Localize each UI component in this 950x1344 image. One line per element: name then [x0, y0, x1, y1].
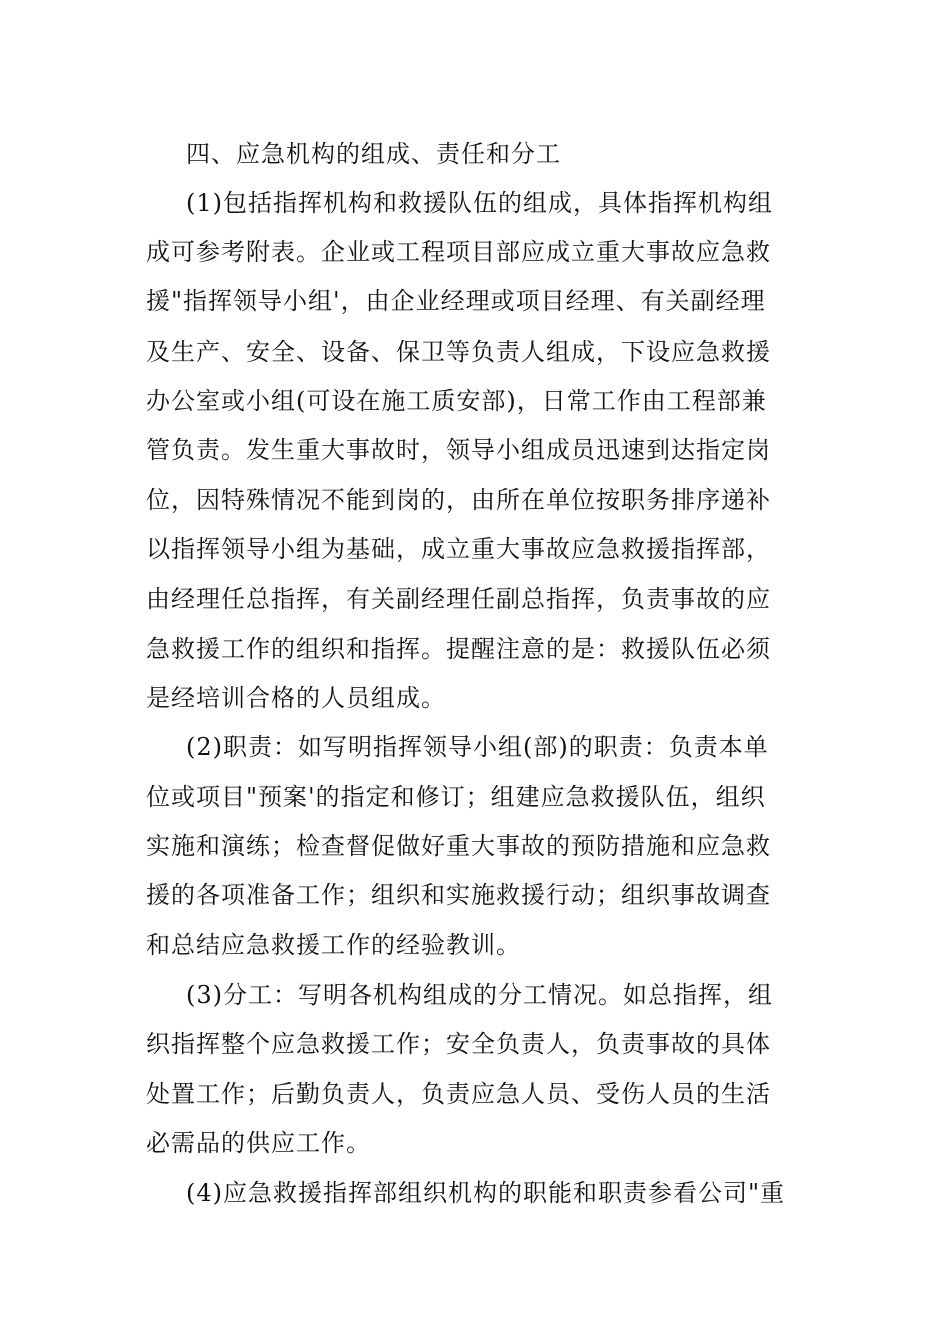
paragraph-line: 成可参考附表。企业或工程项目部应成立重大事故应急救 — [146, 238, 771, 266]
paragraph-line: 和总结应急救援工作的经验教训。 — [146, 931, 521, 959]
paragraph-line: 织指挥整个应急救援工作；安全负责人，负责事故的具体 — [146, 1030, 771, 1058]
paragraph-line: 援"指挥领导小组'，由企业经理或项目经理、有关副经理 — [146, 287, 766, 315]
paragraph-line: 位，因特殊情况不能到岗的，由所在单位按职务排序递补 — [146, 486, 771, 514]
paragraph-line: (4)应急救援指挥部组织机构的职能和职责参看公司"重 — [186, 1179, 786, 1207]
paragraph-line: 是经培训合格的人员组成。 — [146, 684, 446, 712]
paragraph-line: 处置工作；后勤负责人，负责应急人员、受伤人员的生活 — [146, 1080, 771, 1108]
paragraph-line: 实施和演练；检查督促做好重大事故的预防措施和应急救 — [146, 832, 771, 860]
paragraph-line: 必需品的供应工作。 — [146, 1129, 371, 1157]
section-heading: 四、应急机构的组成、责任和分工 — [186, 140, 561, 168]
paragraph-line: 由经理任总指挥，有关副经理任副总指挥，负责事故的应 — [146, 585, 771, 613]
paragraph-line: (1)包括指挥机构和救援队伍的组成，具体指挥机构组 — [186, 189, 773, 217]
paragraph-line: 办公室或小组(可设在施工质安部)，日常工作由工程部兼 — [146, 387, 767, 415]
paragraph-line: (3)分工：写明各机构组成的分工情况。如总指挥，组 — [186, 981, 773, 1009]
paragraph-line: 位或项目"预案'的指定和修订；组建应急救援队伍，组织 — [146, 783, 766, 811]
paragraph-line: (2)职责：如写明指挥领导小组(部)的职责：负责本单 — [186, 733, 769, 761]
paragraph-line: 及生产、安全、设备、保卫等负责人组成，下设应急救援 — [146, 338, 771, 366]
paragraph-line: 援的各项准备工作；组织和实施救援行动；组织事故调查 — [146, 881, 771, 909]
paragraph-line: 急救援工作的组织和指挥。提醒注意的是：救援队伍必须 — [146, 635, 771, 663]
paragraph-line: 以指挥领导小组为基础，成立重大事故应急救援指挥部， — [146, 535, 771, 563]
paragraph-line: 管负责。发生重大事故时，领导小组成员迅速到达指定岗 — [146, 436, 771, 464]
